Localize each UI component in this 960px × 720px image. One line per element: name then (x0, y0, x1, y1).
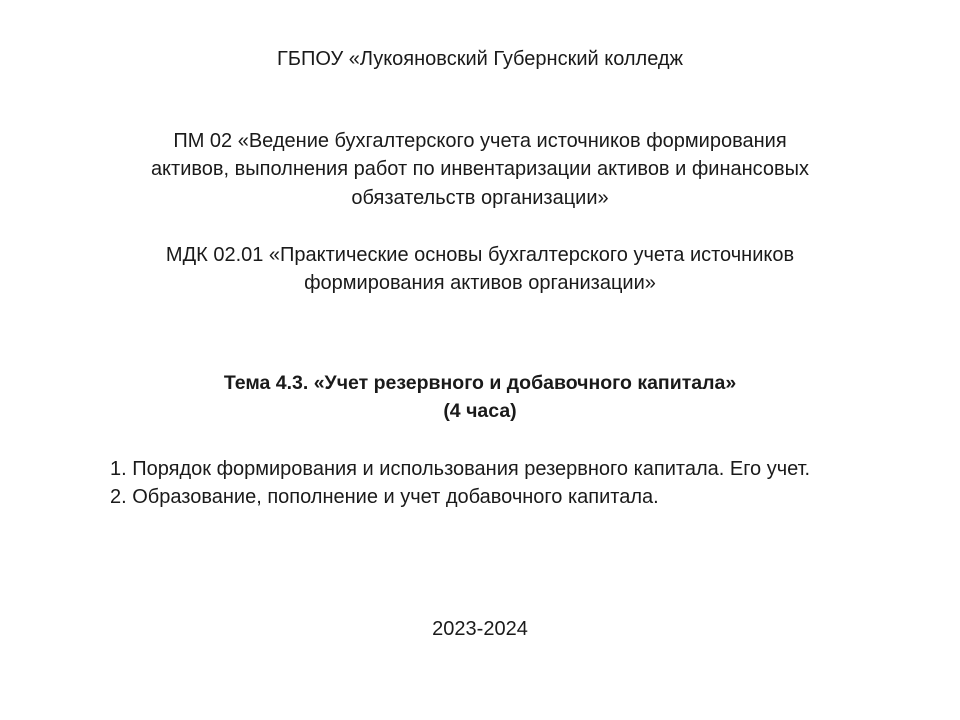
plan-item-1: 1. Порядок формирования и использования резервного капитала. Его учет. (110, 458, 811, 480)
course-title-line-1: МДК 02.01 «Практические основы бухгалтерского учета источников (165, 244, 795, 266)
topic-hours: (4 часа) (443, 400, 517, 422)
college-name: ГБПОУ «Лукояновский Губернский колледж (277, 48, 683, 70)
academic-years: 2023-2024 (432, 618, 528, 640)
module-title-line-1: ПМ 02 «Ведение бухгалтерского учета источников формирования (173, 130, 787, 152)
plan-item-2: 2. Образование, пополнение и учет добавочного капитала. (110, 486, 659, 508)
module-title-line-2: активов, выполнения работ по инвентаризации активов и финансовых (150, 158, 810, 180)
course-title-line-2: формирования активов организации» (304, 272, 656, 294)
topic-title: Тема 4.3. «Учет резервного и добавочного капитала» (223, 372, 737, 394)
plan-list (110, 455, 870, 511)
module-title-line-3: обязательств организации» (351, 187, 609, 209)
